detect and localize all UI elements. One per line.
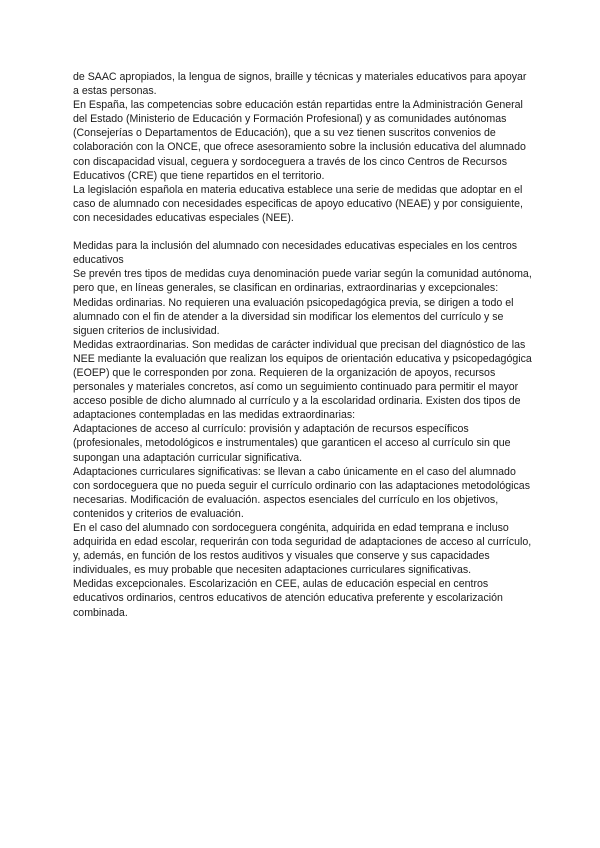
section-heading: Medidas para la inclusión del alumnado con necesidades educativas especiales en los centros educativos — [73, 240, 518, 267]
paragraph-spacer — [73, 225, 535, 239]
paragraph-sordoceguera-congenita: En el caso del alumnado con sordoceguera congénita, adquirida en edad temprana e incluso adquirida en edad escolar, requerirán con toda seguridad de adaptaciones de acceso al currículo, y, además, en función de los restos auditivos y visuales que conserve y sus capacidades individuales, es muy probable que necesiten adaptaciones curriculares significativas. — [73, 522, 532, 577]
paragraph-medidas-ordinarias: Medidas ordinarias. No requieren una evaluación psicopedagógica previa, se dirigen a todo el alumnado con el fin de atender a la diversidad sin modificar los elementos del currículo y se siguen criterios de inclusividad. — [73, 296, 514, 337]
document-page — [73, 70, 535, 620]
paragraph-saac: de SAAC apropiados, la lengua de signos, braille y técnicas y materiales educativos para apoyar a estas personas. — [73, 71, 527, 98]
paragraph-adaptaciones-significativas: Adaptaciones curriculares significativas: se llevan a cabo únicamente en el caso del alumnado con sordoceguera que no pueda seguir el currículo ordinario con las adaptaciones metodológicas necesarias. Modificación de evaluación. aspectos esenciales del currículo en los objetivos, contenidos y criterios de evaluación. — [73, 465, 531, 520]
paragraph-adaptaciones-acceso: Adaptaciones de acceso al currículo: provisión y adaptación de recursos específicos (profesionales, metodológicos e instrumentales) que garanticen el acceso al currículo sin que supongan una adaptación curricular significativa. — [73, 423, 511, 464]
paragraph-competencias: En España, las competencias sobre educación están repartidas entre la Administración General del Estado (Ministerio de Educación y Formación Profesional) y as comunidades autónomas (Consejerías o Departamentos de Educación), que a su vez tienen suscritos convenios de colaboración con la ONCE, que ofrece asesoramiento sobre la inclusión educativa del alumnado con discapacidad visual, ceguera y sordoceguera a través de los cinco Centros de Recursos Educativos (CRE) que tiene repartidos en el territorio. — [73, 99, 526, 182]
paragraph-legislacion: La legislación española en materia educativa establece una serie de medidas que adoptar en el caso de alumnado con necesidades especificas de apoyo educativo (NEAE) y por consiguiente, con necesidades educativas especiales (NEE). — [73, 183, 523, 224]
paragraph-medidas-extraordinarias: Medidas extraordinarias. Son medidas de carácter individual que precisan del diagnóstico de las NEE mediante la evaluación que realizan los equipos de orientación educativa y psicopedagógica (EOEP) que le corresponden por zona. Requieren de la organización de apoyos, recursos personales y materiales concretos, así como un seguimiento continuado para permitir el mayor acceso posible de dicho alumnado al currículo y a la escolaridad ordinaria. Existen dos tipos de adaptaciones contempladas en las medidas extraordinarias: — [73, 338, 532, 422]
paragraph-tipos-medidas: Se prevén tres tipos de medidas cuya denominación puede variar según la comunidad autónoma, pero que, en líneas generales, se clasifican en ordinarias, extraordinarias y excepcionales: — [73, 268, 532, 295]
paragraph-medidas-excepcionales: Medidas excepcionales. Escolarización en CEE, aulas de educación especial en centros educativos ordinarios, centros educativos de atención educativa preferente y escolarización combinada. — [73, 578, 503, 619]
